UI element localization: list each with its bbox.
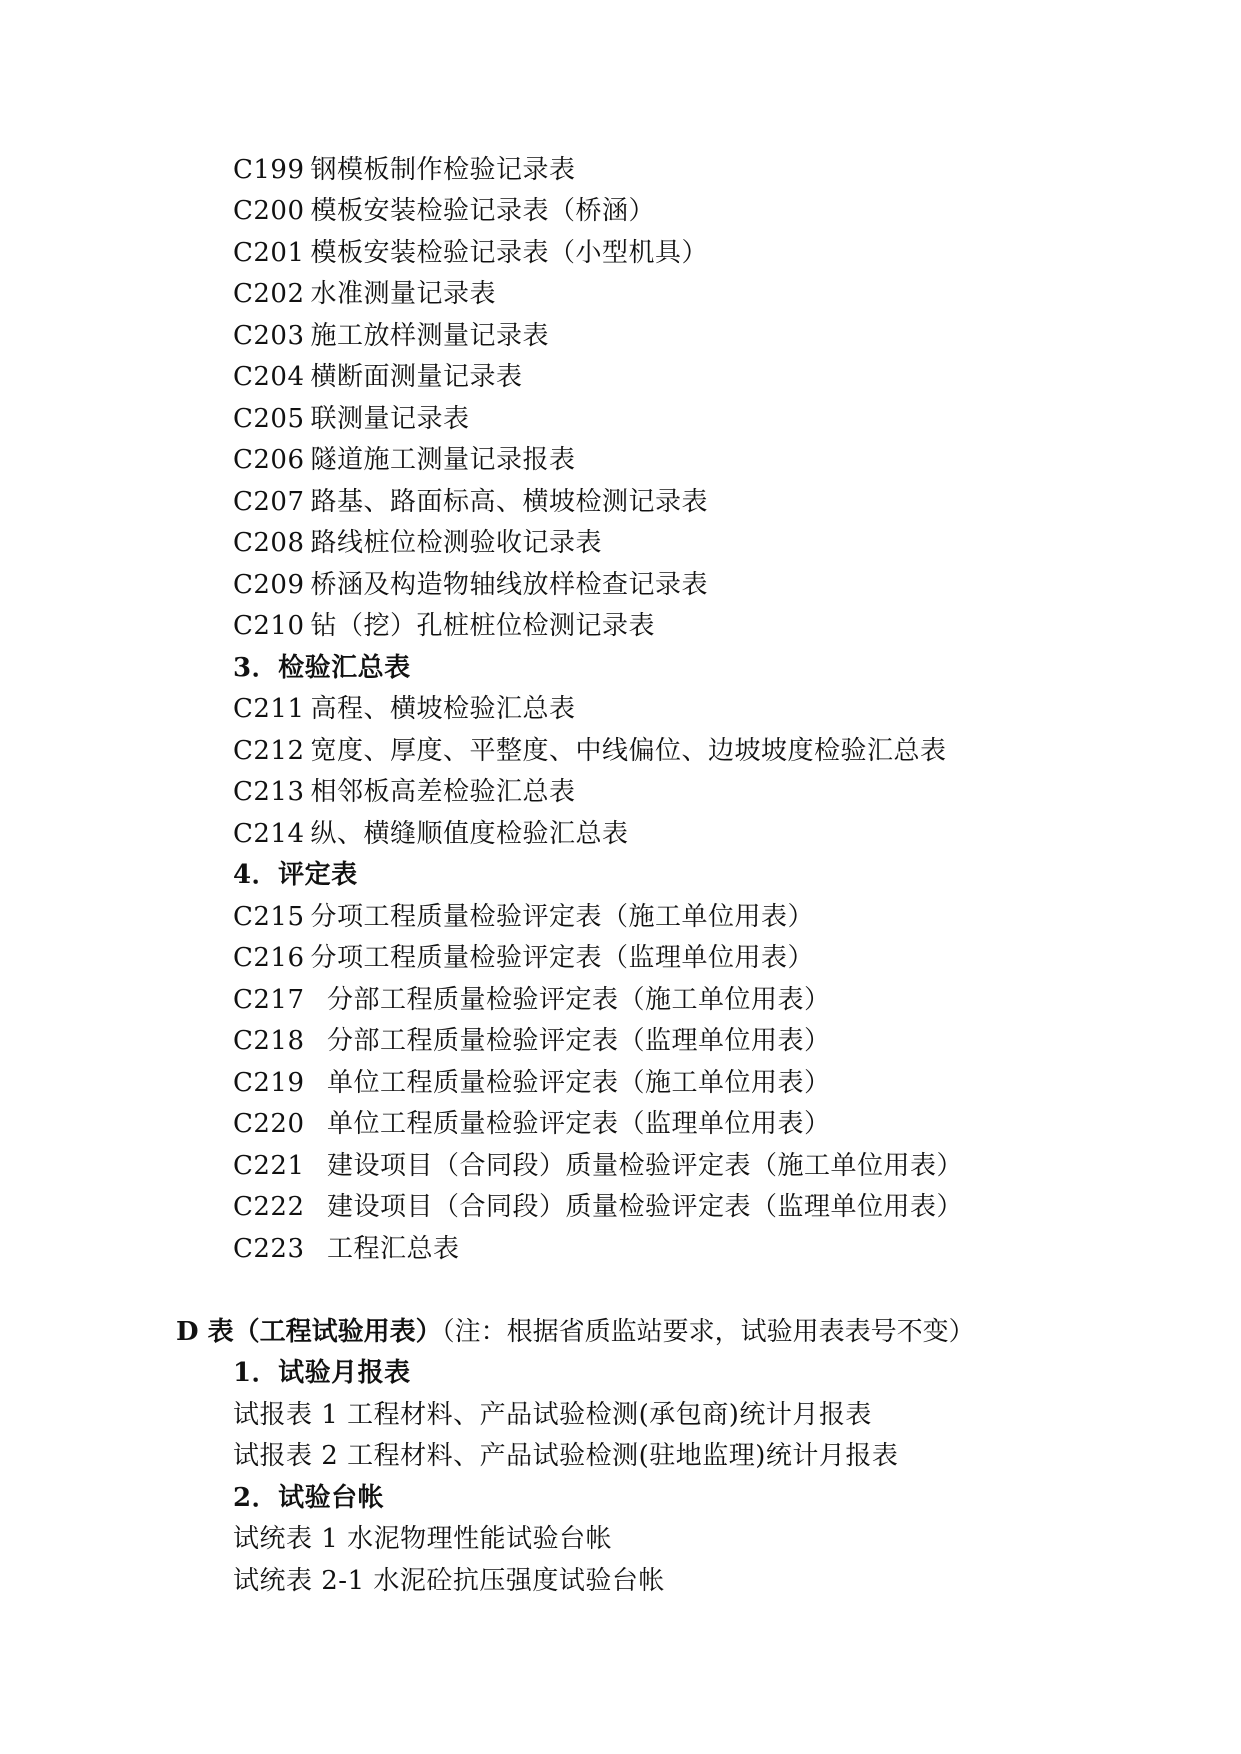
item-title: 宽度、厚度、平整度、中线偏位、边坡坡度检验汇总表 (310, 736, 947, 766)
list-item (233, 235, 708, 271)
item-title: 建设项目（合同段）质量检验评定表（施工单位用表） (327, 1151, 964, 1181)
list-item (233, 318, 549, 354)
item-code: C204 (233, 362, 305, 392)
list-item (233, 1065, 831, 1101)
list-item: 试报表 1 工程材料、产品试验检测(承包商)统计月报表 (233, 1400, 872, 1430)
item-title: 单位工程质量检验评定表（监理单位用表） (327, 1109, 831, 1139)
list-item (233, 1023, 831, 1059)
heading-title: 评定表 (278, 860, 358, 890)
list-item (233, 525, 602, 561)
item-code: C223 (233, 1234, 305, 1264)
list-item (233, 401, 470, 437)
item-title: 工程汇总表 (327, 1234, 460, 1264)
item-code: C217 (233, 985, 305, 1015)
heading-title: 试验台帐 (278, 1483, 385, 1513)
list-item (233, 193, 655, 229)
list-item: 试报表 2 工程材料、产品试验检测(驻地监理)统计月报表 (233, 1441, 899, 1471)
item-title: 模板安装检验记录表（桥涵） (310, 196, 656, 226)
item-title: 水准测量记录表 (310, 279, 497, 309)
section-d-heading (176, 1314, 975, 1350)
item-title: 高程、横坡检验汇总表 (310, 694, 576, 724)
list-item (233, 940, 814, 976)
heading-number: 3． (233, 653, 279, 683)
item-code: C222 (233, 1192, 305, 1222)
list-item (233, 899, 814, 935)
item-title: 施工放样测量记录表 (310, 321, 550, 351)
item-title: 分部工程质量检验评定表（监理单位用表） (327, 1026, 831, 1056)
item-title: 模板安装检验记录表（小型机具） (310, 238, 709, 268)
item-code: C221 (233, 1151, 305, 1181)
list-item (233, 442, 576, 478)
item-title: 相邻板高差检验汇总表 (310, 777, 576, 807)
item-title: 路基、路面标高、横坡检测记录表 (310, 487, 709, 517)
item-code: C215 (233, 902, 305, 932)
item-title: 分项工程质量检验评定表（施工单位用表） (310, 902, 815, 932)
item-code: C220 (233, 1109, 305, 1139)
section-heading (233, 1355, 411, 1391)
item-code: C218 (233, 1026, 305, 1056)
item-code: C201 (233, 238, 305, 268)
item-title: 隧道施工测量记录报表 (310, 445, 576, 475)
item-code: C202 (233, 279, 305, 309)
list-item (233, 1231, 460, 1267)
item-title: 横断面测量记录表 (310, 362, 523, 392)
heading-number: 4． (233, 860, 279, 890)
list-item (233, 484, 708, 520)
item-code: C200 (233, 196, 305, 226)
item-title: 钻（挖）孔桩桩位检测记录表 (310, 611, 656, 641)
heading-number: 2． (233, 1483, 279, 1513)
section-heading (233, 650, 411, 686)
item-code: C199 (233, 155, 305, 185)
section-heading (233, 1480, 384, 1516)
item-code: C212 (233, 736, 305, 766)
list-item (233, 1148, 963, 1184)
heading-number: 1． (233, 1358, 279, 1388)
list-item (233, 152, 576, 188)
section-d-note: （注：根据省质监站要求，试验用表表号不变） (441, 1317, 975, 1347)
list-item: 试统表 1 水泥物理性能试验台帐 (233, 1524, 613, 1554)
heading-title: 检验汇总表 (278, 653, 411, 683)
item-code: C209 (233, 570, 305, 600)
item-code: C214 (233, 819, 305, 849)
list-item (233, 982, 831, 1018)
list-item (233, 816, 629, 852)
item-title: 联测量记录表 (310, 404, 470, 434)
list-item (233, 1189, 963, 1225)
item-code: C210 (233, 611, 305, 641)
item-code: C208 (233, 528, 305, 558)
item-code: C219 (233, 1068, 305, 1098)
item-title: 钢模板制作检验记录表 (310, 155, 576, 185)
item-title: 分项工程质量检验评定表（监理单位用表） (310, 943, 815, 973)
item-code: C207 (233, 487, 305, 517)
item-title: 建设项目（合同段）质量检验评定表（监理单位用表） (327, 1192, 964, 1222)
item-title: 桥涵及构造物轴线放样检查记录表 (310, 570, 709, 600)
list-item (233, 359, 523, 395)
list-item (233, 733, 947, 769)
list-item: 试统表 2-1 水泥砼抗压强度试验台帐 (233, 1566, 665, 1596)
section-heading (233, 857, 358, 893)
list-item (233, 608, 655, 644)
heading-title: 试验月报表 (278, 1358, 411, 1388)
item-code: C211 (233, 694, 305, 724)
item-code: C213 (233, 777, 305, 807)
list-item (233, 1106, 831, 1142)
item-title: 纵、横缝顺值度检验汇总表 (310, 819, 629, 849)
item-code: C203 (233, 321, 305, 351)
item-code: C206 (233, 445, 305, 475)
item-title: 单位工程质量检验评定表（施工单位用表） (327, 1068, 831, 1098)
list-item (233, 276, 496, 312)
list-item (233, 774, 576, 810)
item-code: C216 (233, 943, 305, 973)
section-d-title: D 表（工程试验用表） (176, 1317, 442, 1347)
item-title: 分部工程质量检验评定表（施工单位用表） (327, 985, 831, 1015)
item-title: 路线桩位检测验收记录表 (310, 528, 603, 558)
item-code: C205 (233, 404, 305, 434)
list-item (233, 567, 708, 603)
list-item (233, 691, 576, 727)
